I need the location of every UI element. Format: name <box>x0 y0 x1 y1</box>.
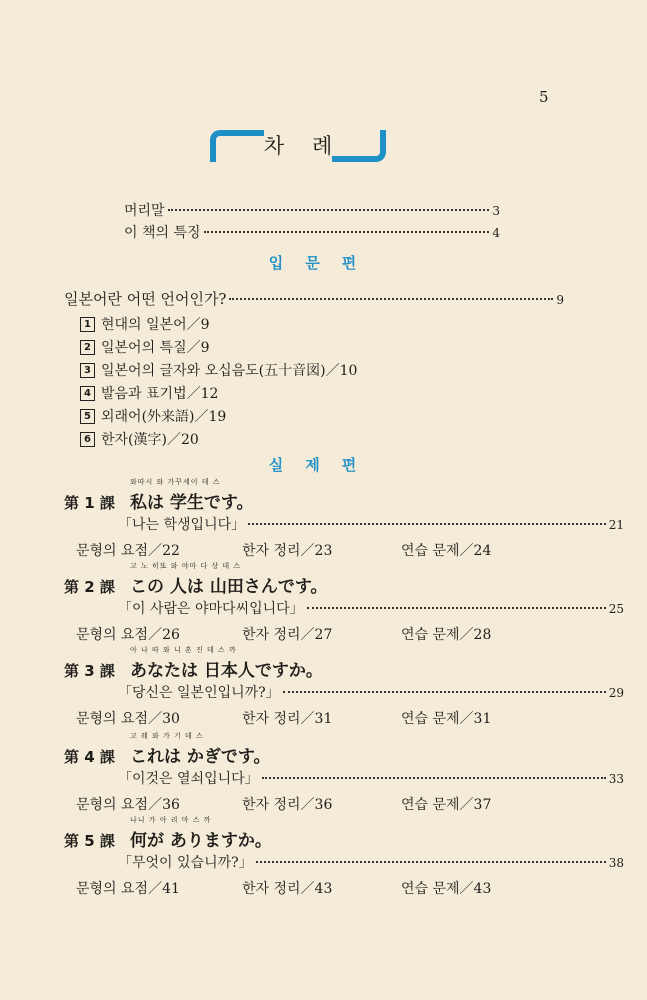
item-number: 2 <box>80 340 95 355</box>
lesson-ruby: 고 노 히또 와 야마 다 상 데 스 <box>130 562 242 570</box>
lesson-title-jp: 고 노 히또 와 야마 다 상 데 스 この 人は 山田さんです。 <box>130 562 328 597</box>
item-number: 5 <box>80 409 95 424</box>
lesson-title-ko: 「나는 학생입니다」 <box>118 517 246 533</box>
lesson-item-hanja[interactable]: 한자 정리／27 <box>242 627 333 643</box>
lesson-item-pattern[interactable]: 문형의 요점／36 <box>76 797 180 813</box>
lesson-title-ko: 「당신은 일본인입니까?」 <box>118 685 280 701</box>
leader-dots <box>262 777 606 779</box>
lesson-title-jp: 나니 가 아 리 마 스 까 何が ありますか。 <box>130 816 272 851</box>
leader-dots <box>283 691 606 693</box>
lesson-item-hanja[interactable]: 한자 정리／31 <box>242 711 333 727</box>
intro-item[interactable] <box>80 383 218 403</box>
lesson-ruby: 나니 가 아 리 마 스 까 <box>130 816 212 824</box>
lesson-page: 21 <box>608 518 624 532</box>
lesson-ruby: 와따시 와 가꾸세이 데 스 <box>130 478 221 486</box>
lesson-title-jp: 와따시 와 가꾸세이 데 스 私は 学生です。 <box>130 478 254 513</box>
lesson-item-hanja[interactable]: 한자 정리／43 <box>242 881 333 897</box>
lesson-subtitle-line <box>118 682 624 702</box>
lesson-ruby: 아 나 따 와 니 혼 진 데 스 까 <box>130 646 237 654</box>
lesson-number: 第 2 課 <box>64 578 115 596</box>
lesson-entry[interactable] <box>64 816 624 897</box>
leader-dots <box>229 298 553 300</box>
toc-entry-intro-question[interactable] <box>64 288 564 309</box>
entry-page: 4 <box>492 226 500 240</box>
lesson-item-pattern[interactable]: 문형의 요점／30 <box>76 711 180 727</box>
intro-item[interactable] <box>80 314 210 334</box>
entry-page: 3 <box>492 204 500 218</box>
lesson-number: 第 1 課 <box>64 494 115 512</box>
lesson-title-ko: 「무엇이 있습니까?」 <box>118 855 253 871</box>
lesson-page: 38 <box>608 856 624 870</box>
item-number: 6 <box>80 432 95 447</box>
intro-item[interactable] <box>80 360 357 380</box>
lesson-title-ko: 「이것은 열쇠입니다」 <box>118 771 259 787</box>
lesson-subtitle-line <box>118 598 624 618</box>
item-label: 일본어의 글자와 오십음도(五十音図)／10 <box>101 363 358 379</box>
leader-dots <box>307 607 606 609</box>
intro-item[interactable] <box>80 429 199 449</box>
lesson-title-jp: 고 레 와 가 기 데 스 これは かぎです。 <box>130 732 271 767</box>
leader-dots <box>204 231 490 233</box>
lesson-ruby: 고 레 와 가 기 데 스 <box>130 732 204 740</box>
item-label: 한자(漢字)／20 <box>101 432 199 448</box>
lesson-item-hanja[interactable]: 한자 정리／23 <box>242 543 333 559</box>
lesson-page: 25 <box>608 602 624 616</box>
item-number: 1 <box>80 317 95 332</box>
lesson-subtitle-line <box>118 852 624 872</box>
lesson-item-exercise[interactable]: 연습 문제／24 <box>401 543 492 559</box>
lesson-entry[interactable] <box>64 478 624 559</box>
item-number: 4 <box>80 386 95 401</box>
section-title-intro: 입문편 <box>268 254 379 272</box>
lesson-subtitle-line <box>118 768 624 788</box>
item-number: 3 <box>80 363 95 378</box>
lesson-entry[interactable] <box>64 562 624 643</box>
lesson-item-exercise[interactable]: 연습 문제／31 <box>401 711 492 727</box>
page-number: 5 <box>539 88 549 106</box>
toc-entry-preface[interactable] <box>124 200 500 220</box>
intro-item[interactable] <box>80 337 210 357</box>
section-title-practice: 실제편 <box>268 456 379 474</box>
lesson-number: 第 5 課 <box>64 832 115 850</box>
item-label: 현대의 일본어／9 <box>101 317 210 333</box>
entry-label: 머리말 <box>124 203 165 219</box>
leader-dots <box>248 523 606 525</box>
entry-page: 9 <box>556 293 564 307</box>
lesson-number: 第 3 課 <box>64 662 115 680</box>
lesson-item-exercise[interactable]: 연습 문제／37 <box>401 797 492 813</box>
lesson-item-pattern[interactable]: 문형의 요점／26 <box>76 627 180 643</box>
toc-entry-features[interactable] <box>124 222 500 242</box>
lesson-item-pattern[interactable]: 문형의 요점／22 <box>76 543 180 559</box>
lesson-page: 33 <box>608 772 624 786</box>
toc-heading <box>210 128 386 160</box>
entry-label: 이 책의 특징 <box>124 225 201 241</box>
leader-dots <box>168 209 490 211</box>
lesson-item-exercise[interactable]: 연습 문제／43 <box>401 881 492 897</box>
leader-dots <box>256 861 606 863</box>
lesson-item-exercise[interactable]: 연습 문제／28 <box>401 627 492 643</box>
entry-label: 일본어란 어떤 언어인가? <box>64 290 227 308</box>
lesson-title-ko: 「이 사람은 야마다씨입니다」 <box>118 601 304 617</box>
lesson-entry[interactable] <box>64 646 624 727</box>
intro-item[interactable] <box>80 406 226 426</box>
lesson-subtitle-line <box>118 514 624 534</box>
lesson-entry[interactable] <box>64 732 624 813</box>
toc-title: 차례 <box>263 134 361 158</box>
lesson-number: 第 4 課 <box>64 748 115 766</box>
item-label: 일본어의 특질／9 <box>101 340 210 356</box>
item-label: 외래어(外来語)／19 <box>101 409 227 425</box>
lesson-item-hanja[interactable]: 한자 정리／36 <box>242 797 333 813</box>
item-label: 발음과 표기법／12 <box>101 386 219 402</box>
lesson-item-pattern[interactable]: 문형의 요점／41 <box>76 881 180 897</box>
lesson-page: 29 <box>608 686 624 700</box>
lesson-title-jp: 아 나 따 와 니 혼 진 데 스 까 あなたは 日本人ですか。 <box>130 646 323 681</box>
